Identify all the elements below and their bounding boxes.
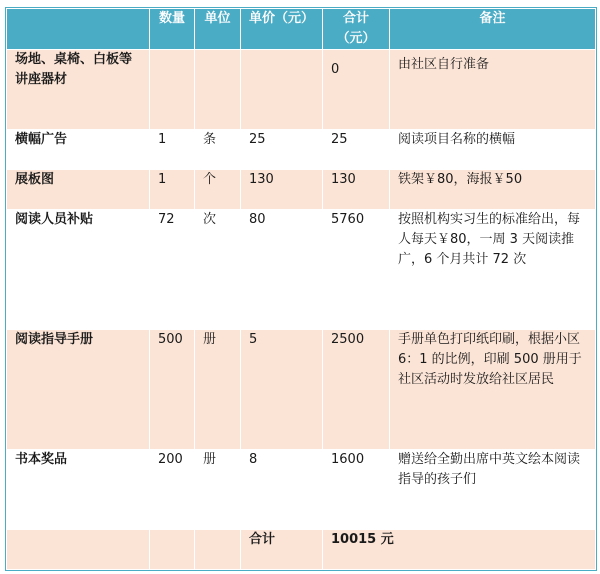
table-row	[7, 450, 596, 530]
qty-cell: 500	[150, 330, 195, 450]
unit-cell: 册	[195, 330, 241, 450]
header-row	[7, 9, 596, 50]
unit-cell: 册	[195, 450, 241, 530]
unit-cell: 个	[195, 170, 241, 210]
item-cell: 阅读指导手册	[7, 330, 150, 450]
price-cell: 8	[241, 450, 323, 530]
price-cell: 130	[241, 170, 323, 210]
total-empty-cell	[150, 530, 195, 570]
table-body	[7, 50, 596, 570]
note-cell: 阅读项目名称的横幅	[390, 130, 596, 170]
table-header	[7, 9, 596, 50]
qty-cell: 1	[150, 170, 195, 210]
table-row	[7, 210, 596, 330]
header-unit: 单位	[195, 9, 241, 50]
qty-cell: 200	[150, 450, 195, 530]
subtotal-cell: 25	[323, 130, 390, 170]
header-qty: 数量	[150, 9, 195, 50]
price-cell: 5	[241, 330, 323, 450]
unit-cell: 次	[195, 210, 241, 330]
total-row	[7, 530, 596, 570]
header-item	[7, 9, 150, 50]
subtotal-cell: 0	[323, 50, 390, 130]
qty-cell	[150, 50, 195, 130]
budget-table	[6, 8, 596, 570]
header-price: 单价（元）	[241, 9, 323, 50]
subtotal-cell: 5760	[323, 210, 390, 330]
header-note: 备注	[390, 9, 596, 50]
note-cell: 按照机构实习生的标准给出，每人每天￥80，一周 3 天阅读推广，6 个月共计 72 次	[390, 210, 596, 330]
table-row	[7, 130, 596, 170]
unit-cell: 条	[195, 130, 241, 170]
table-row	[7, 330, 596, 450]
note-cell: 铁架￥80，海报￥50	[390, 170, 596, 210]
item-cell: 横幅广告	[7, 130, 150, 170]
price-cell: 80	[241, 210, 323, 330]
qty-cell: 1	[150, 130, 195, 170]
total-value: 10015 元	[323, 530, 596, 570]
item-cell: 场地、桌椅、白板等讲座器材	[7, 50, 150, 130]
subtotal-cell: 130	[323, 170, 390, 210]
qty-cell: 72	[150, 210, 195, 330]
subtotal-cell: 2500	[323, 330, 390, 450]
table-row	[7, 50, 596, 130]
note-cell: 手册单色打印纸印刷，根据小区 6：1 的比例，印刷 500 册用于社区活动时发放给社区居民	[390, 330, 596, 450]
note-cell: 由社区自行准备	[390, 50, 596, 130]
total-label: 合计	[241, 530, 323, 570]
table-row	[7, 170, 596, 210]
unit-cell	[195, 50, 241, 130]
total-empty-cell	[7, 530, 150, 570]
item-cell: 展板图	[7, 170, 150, 210]
item-cell: 书本奖品	[7, 450, 150, 530]
subtotal-cell: 1600	[323, 450, 390, 530]
price-cell: 25	[241, 130, 323, 170]
price-cell	[241, 50, 323, 130]
total-empty-cell	[195, 530, 241, 570]
header-subtotal: 合计（元）	[323, 9, 390, 50]
item-cell: 阅读人员补贴	[7, 210, 150, 330]
note-cell: 赠送给全勤出席中英文绘本阅读指导的孩子们	[390, 450, 596, 530]
